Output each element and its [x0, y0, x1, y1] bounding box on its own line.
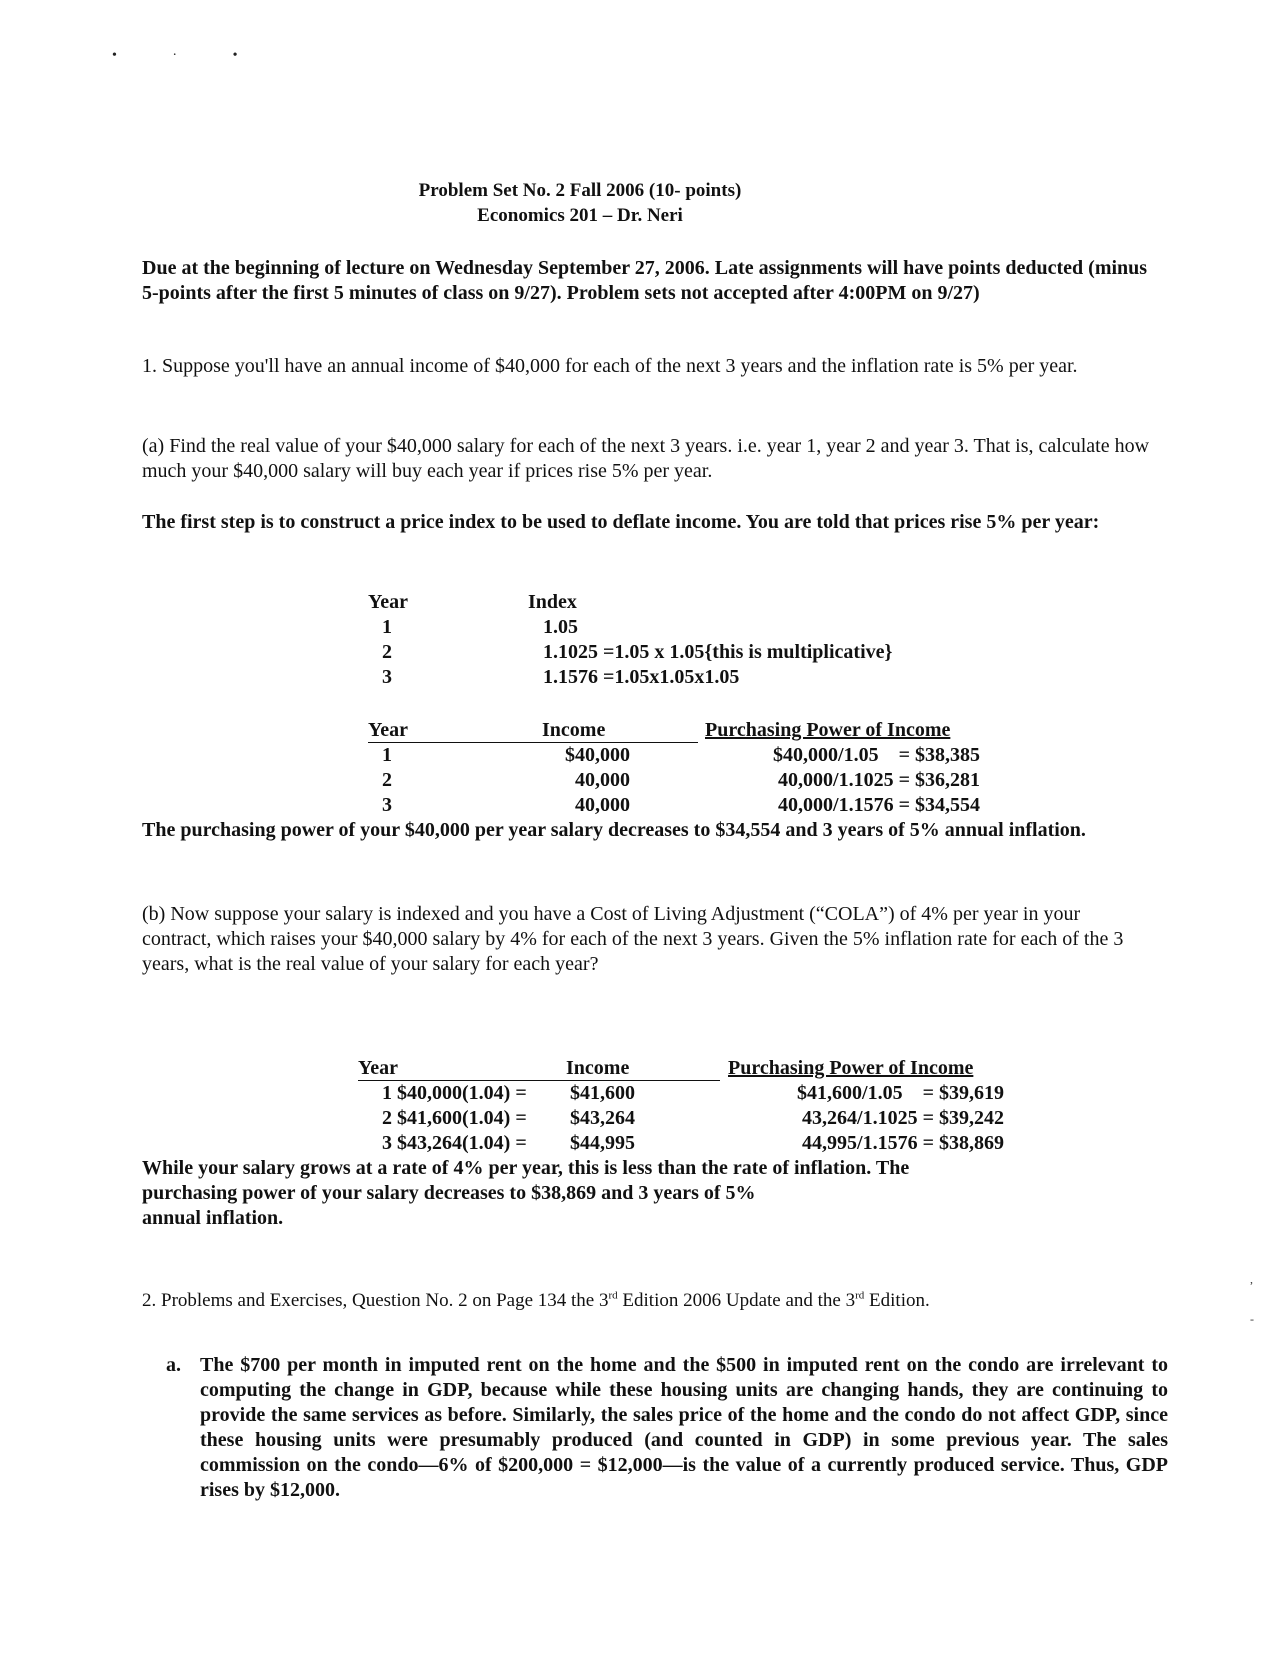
pp-row-year: 3	[382, 794, 392, 816]
q1-conclusion-a: The purchasing power of your $40,000 per year salary decreases to $34,554 and 3 years of 5% annual inflation.	[142, 819, 1086, 841]
pp-row-year: 1	[382, 744, 392, 766]
q1-question: 1. Suppose you'll have an annual income of $40,000 for each of the next 3 years and the inflation rate is 5% per year.	[142, 355, 1078, 377]
q2-sup-2: rd	[855, 1289, 865, 1302]
title-line-1: Problem Set No. 2 Fall 2006 (10- points)	[418, 180, 742, 201]
due-notice: Due at the beginning of lecture on Wednesday September 27, 2006. Late assignments will have points deducted (minus 5-points after the first 5 minutes of class on 9/27). Problem sets not accepted after 4:00PM on 9/27)	[142, 257, 1148, 304]
pp-row-income: 40,000	[575, 794, 630, 816]
cola-row-calc: 2 $41,600(1.04) =	[382, 1107, 527, 1129]
q1-conclusion-b-line3: annual inflation.	[142, 1207, 284, 1229]
q2-suffix: Edition.	[864, 1290, 930, 1311]
q2-middle: Edition 2006 Update and the 3	[617, 1290, 856, 1311]
title-line-2: Economics 201 – Dr. Neri	[477, 205, 683, 226]
cola-row-income: $44,995	[570, 1132, 635, 1154]
pp-row-power: 40,000/1.1025 = $36,281	[778, 769, 980, 791]
index-row-value: 1.05	[543, 616, 578, 638]
pp-header-year: Year	[368, 719, 408, 741]
cola-row-power: $41,600/1.05 = $39,619	[797, 1082, 1004, 1104]
q1-conclusion-b-line1: While your salary grows at a rate of 4% per year, this is less than the rate of inflation. The	[142, 1157, 910, 1179]
cola-row-power: 43,264/1.1025 = $39,242	[802, 1107, 1004, 1129]
q1-step-intro: The first step is to construct a price index to be used to deflate income. You are told that prices rise 5% per year:	[142, 511, 1100, 533]
cola-header-income: Income	[566, 1057, 630, 1079]
cola-row-calc: 1 $40,000(1.04) =	[382, 1082, 527, 1104]
index-row-year: 2	[382, 641, 392, 663]
pp-row-income: $40,000	[565, 744, 630, 766]
q1-part-b: (b) Now suppose your salary is indexed and you have a Cost of Living Adjustment (“COLA”) of 4% per year in your contract, which raises your $40,000 salary by 4% for each of the next 3 years. Given the 5% inflation rate for each of the 3 years, what is the real value of your salary for each year?	[142, 903, 1124, 975]
pp-row-year: 2	[382, 769, 392, 791]
q2-prefix: 2. Problems and Exercises, Question No. 2 on Page 134 the 3	[142, 1290, 609, 1311]
index-row-year: 1	[382, 616, 392, 638]
cola-header-purchasing-power: Purchasing Power of Income	[728, 1057, 974, 1079]
pp-row-income: 40,000	[575, 769, 630, 791]
pp-header-income: Income	[542, 719, 606, 741]
cola-row-power: 44,995/1.1576 = $38,869	[802, 1132, 1004, 1154]
index-row-value: 1.1576 =1.05x1.05x1.05	[543, 666, 740, 688]
q2-reference	[142, 1290, 1162, 1312]
cola-row-income: $43,264	[570, 1107, 635, 1129]
q2-item-a-text: The $700 per month in imputed rent on the home and the $500 in imputed rent on the condo are irrelevant to computing the change in GDP, because while these housing units are changing hands, they are continuing to provide the same services as before. Similarly, the sales price of the home and the condo do not affect GDP, since these housing units were presumably produced (and counted in GDP) in some previous year. The sales commission on the condo—6% of $200,000 = $12,000—is the value of a currently produced service. Thus, GDP rises by $12,000.	[200, 1354, 1168, 1501]
pp-row-power: 40,000/1.1576 = $34,554	[778, 794, 980, 816]
cola-header-year: Year	[358, 1057, 398, 1079]
q1-part-a: (a) Find the real value of your $40,000 salary for each of the next 3 years. i.e. year 1, year 2 and year 3. That is, calculate how much your $40,000 salary will buy each year if prices rise 5% per year.	[142, 435, 1150, 482]
q2-item-a-label: a.	[166, 1354, 181, 1376]
cola-row-calc: 3 $43,264(1.04) =	[382, 1132, 527, 1154]
pp-header-purchasing-power: Purchasing Power of Income	[705, 719, 951, 741]
margin-mark: ,	[1250, 1272, 1253, 1286]
scan-dots: • · •	[112, 48, 264, 63]
index-row-value: 1.1025 =1.05 x 1.05{this is multiplicative}	[543, 641, 893, 663]
pp-row-power: $40,000/1.05 = $38,385	[773, 744, 980, 766]
q1-conclusion-b-line2: purchasing power of your salary decreases to $38,869 and 3 years of 5%	[142, 1182, 756, 1204]
index-header-index: Index	[528, 591, 577, 613]
q2-sup-1: rd	[608, 1289, 618, 1302]
index-header-year: Year	[368, 591, 408, 613]
index-row-year: 3	[382, 666, 392, 688]
margin-mark: -	[1250, 1312, 1254, 1326]
cola-row-income: $41,600	[570, 1082, 635, 1104]
